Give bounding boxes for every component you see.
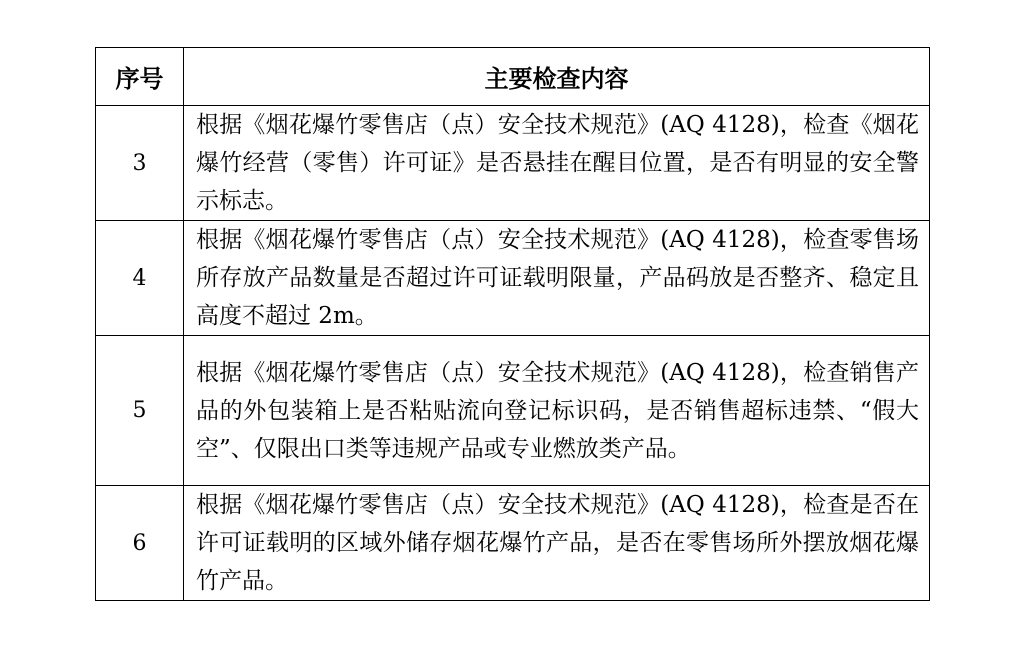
table-header-row bbox=[96, 48, 930, 106]
table-row bbox=[96, 336, 930, 486]
header-number: 序号 bbox=[96, 48, 184, 106]
row-number: 3 bbox=[96, 106, 184, 221]
table-row bbox=[96, 486, 930, 601]
row-content: 根据《烟花爆竹零售店（点）安全技术规范》(AQ 4128)，检查《烟花爆竹经营（零售）许可证》是否悬挂在醒目位置，是否有明显的安全警示标志。 bbox=[184, 106, 930, 221]
row-number: 5 bbox=[96, 336, 184, 486]
table-row bbox=[96, 221, 930, 336]
table-row bbox=[96, 106, 930, 221]
inspection-table bbox=[95, 47, 930, 601]
row-number: 4 bbox=[96, 221, 184, 336]
row-number: 6 bbox=[96, 486, 184, 601]
row-content: 根据《烟花爆竹零售店（点）安全技术规范》(AQ 4128)，检查销售产品的外包装箱上是否粘贴流向登记标识码，是否销售超标违禁、“假大空”、仅限出口类等违规产品或专业燃放类产品。 bbox=[184, 336, 930, 486]
header-content: 主要检查内容 bbox=[184, 48, 930, 106]
row-content: 根据《烟花爆竹零售店（点）安全技术规范》(AQ 4128)，检查零售场所存放产品数量是否超过许可证载明限量，产品码放是否整齐、稳定且高度不超过 2m。 bbox=[184, 221, 930, 336]
row-content: 根据《烟花爆竹零售店（点）安全技术规范》(AQ 4128)，检查是否在许可证载明的区域外储存烟花爆竹产品，是否在零售场所外摆放烟花爆竹产品。 bbox=[184, 486, 930, 601]
